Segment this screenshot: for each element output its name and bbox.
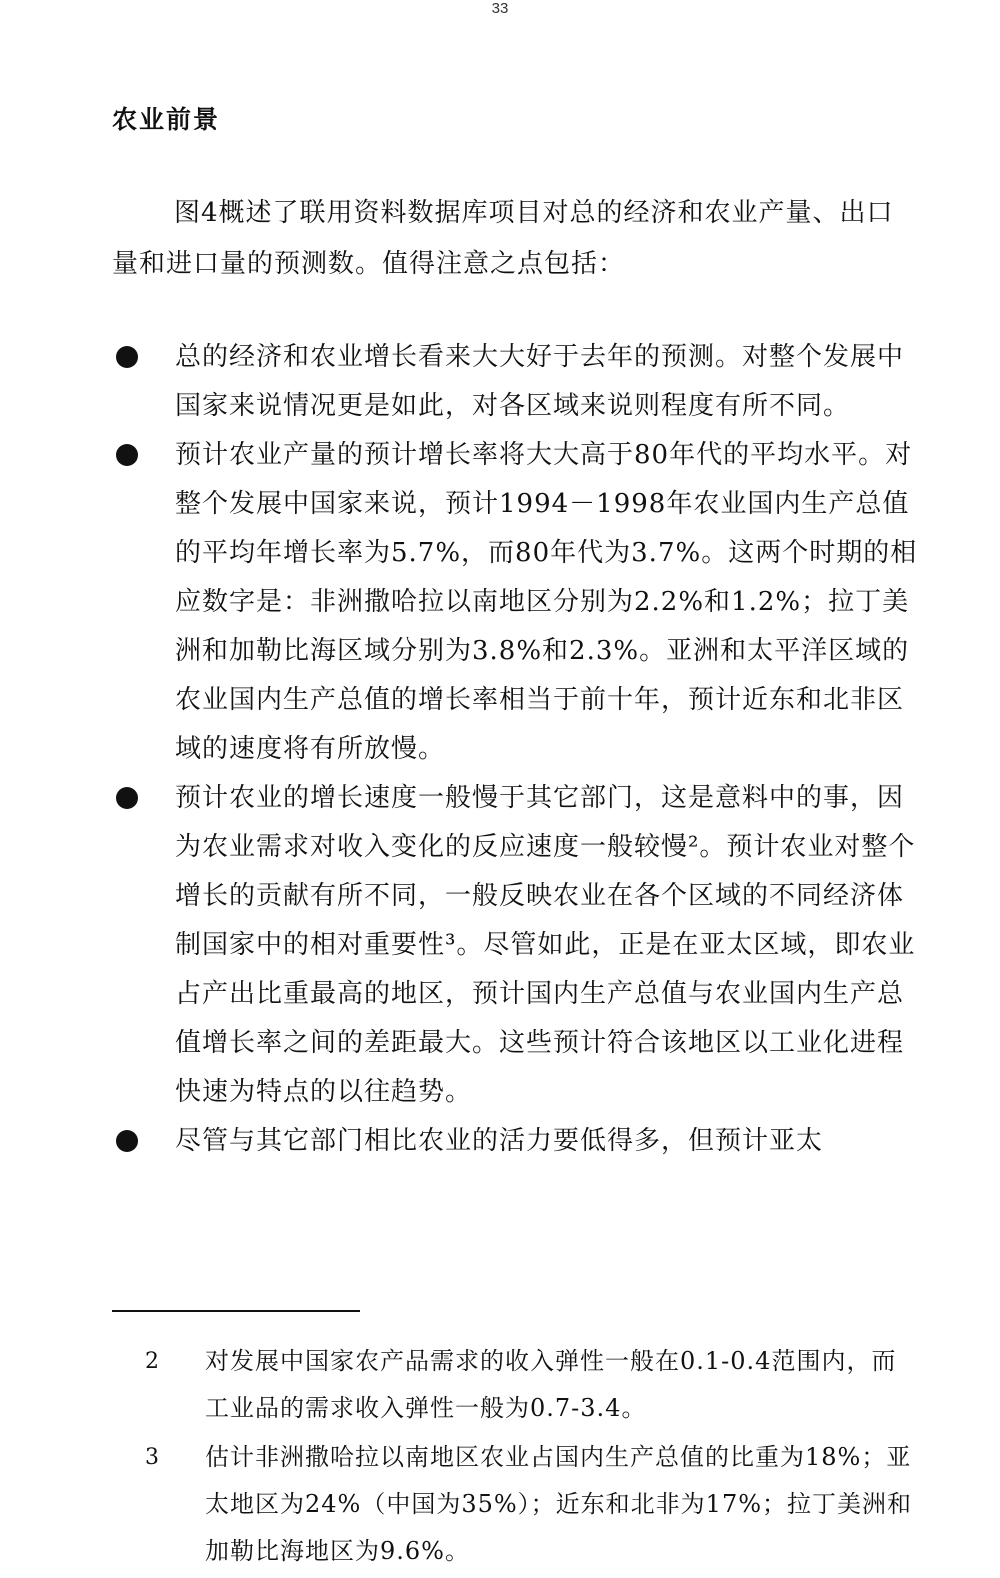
- bullet-dot-icon: [116, 444, 138, 466]
- bullet-list: [112, 333, 924, 1166]
- bullet-text: 总的经济和农业增长看来大大好于去年的预测。对整个发展中国家来说情况更是如此，对各区域来说则程度有所不同。: [175, 342, 905, 421]
- page-number: 33: [491, 0, 509, 17]
- footnote: [145, 1338, 920, 1432]
- bullet-dot-icon: [116, 787, 138, 809]
- bullet-text: 预计农业产量的预计增长率将大大高于80年代的平均水平。对整个发展中国家来说，预计1994－1998年农业国内生产总值的平均年增长率为5.7%，而80年代为3.7%。这两个时期的相应数字是：非洲撒哈拉以南地区分别为2.2%和1.2%；拉丁美洲和加勒比海区域分别为3.8%和2.3%。亚洲和太平洋区域的农业国内生产总值的增长率相当于前十年，预计近东和北非区域的速度将有所放慢。: [175, 440, 918, 764]
- bullet-item: [112, 774, 924, 1117]
- intro-paragraph: 图4概述了联用资料数据库项目对总的经济和农业产量、出口量和进口量的预测数。值得注意之点包括：: [112, 198, 894, 279]
- bullet-dot-icon: [116, 346, 138, 368]
- bullet-item: [112, 431, 924, 774]
- bullet-text: 预计农业的增长速度一般慢于其它部门，这是意料中的事，因为农业需求对收入变化的反应速度一般较慢²。预计农业对整个增长的贡献有所不同，一般反映农业在各个区域的不同经济体制国家中的相对重要性³。尽管如此，正是在亚太区域，即农业占产出比重最高的地区，预计国内生产总值与农业国内生产总值增长率之间的差距最大。这些预计符合该地区以工业化进程快速为特点的以往趋势。: [175, 783, 916, 1107]
- footnote-divider: [112, 1310, 360, 1312]
- footnote-list: [145, 1338, 920, 1577]
- bullet-dot-icon: [116, 1130, 138, 1152]
- section-heading: 农业前景: [112, 105, 221, 134]
- bullet-item: [112, 1117, 924, 1166]
- footnote: [145, 1434, 920, 1575]
- bullet-text: 尽管与其它部门相比农业的活力要低得多，但预计亚太: [175, 1126, 824, 1156]
- footnote-number: 3: [145, 1445, 160, 1470]
- footnote-number: 2: [145, 1349, 160, 1374]
- footnote-text: 估计非洲撒哈拉以南地区农业占国内生产总值的比重为18%；亚太地区为24%（中国为35%）；近东和北非为17%；拉丁美洲和加勒比海地区为9.6%。: [205, 1443, 913, 1565]
- footnote-text: 对发展中国家农产品需求的收入弹性一般在0.1-0.4范围内，而工业品的需求收入弹性一般为0.7-3.4。: [205, 1347, 897, 1422]
- bullet-item: [112, 333, 924, 431]
